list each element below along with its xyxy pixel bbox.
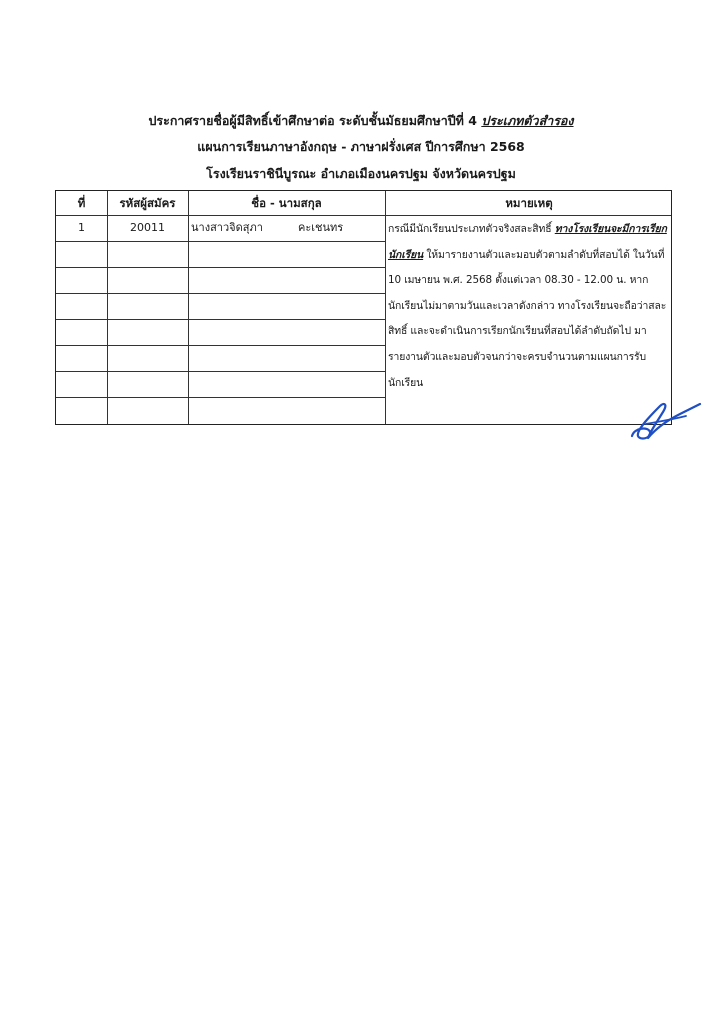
column-divider (188, 191, 189, 424)
row-divider (56, 397, 385, 398)
row-divider (56, 267, 385, 268)
column-header-code: รหัสผู้สมัคร (119, 196, 176, 210)
reserve-list-table (55, 190, 672, 425)
column-divider (385, 191, 386, 424)
column-header-name: ชื่อ - นามสกุล (251, 196, 322, 210)
school-subtitle: โรงเรียนราชินีบูรณะ อำเภอเมืองนครปฐม จังหวัดนครปฐม (206, 166, 516, 181)
cell-first-name: นางสาวจิดสุภา (191, 221, 263, 234)
remarks-part1: กรณีมีนักเรียนประเภทตัวจริงสละสิทธิ์ (388, 223, 555, 235)
cell-applicant-code: 20011 (130, 221, 165, 234)
row-divider (56, 345, 385, 346)
row-divider (56, 371, 385, 372)
row-divider (56, 241, 385, 242)
program-subtitle: แผนการเรียนภาษาอังกฤษ - ภาษาฝรั่งเศส ปีการศึกษา 2568 (197, 139, 525, 154)
cell-last-name: คะเชนทร (298, 221, 344, 234)
column-header-no: ที่ (77, 196, 86, 210)
column-header-remarks: หมายเหตุ (505, 196, 553, 210)
remarks-part2: ให้มารายงานตัวและมอบตัวตามลำดับที่สอบได้ ในวันที่ 10 เมษายน พ.ศ. 2568 ตั้งแต่เวลา 08.30 - 12.00 น. หากนักเรียนไม่มาตามวันและเวลาดังกล่าว ทางโรงเรียนจะถือว่าสละสิทธิ์ และจะดำเนินการเรียกนักเรียนที่สอบได้ลำดับถัดไป มารายงานตัวและมอบตัวจนกว่าจะครบจำนวนตามแผนการรับนักเรียน (388, 248, 667, 389)
announcement-title (0, 111, 722, 131)
row-divider (56, 319, 385, 320)
remarks-text (388, 217, 670, 396)
row-divider (56, 293, 385, 294)
signature-icon (628, 392, 704, 444)
remarks-emphasis: ทางโรงเรียนจะมีการเรียกนักเรียน (388, 223, 667, 261)
title-category: ประเภทตัวสำรอง (481, 113, 574, 128)
cell-row-number: 1 (78, 221, 85, 234)
title-prefix: ประกาศรายชื่อผู้มีสิทธิ์เข้าศึกษาต่อ ระดับชั้นมัธยมศึกษาปีที่ 4 (148, 113, 482, 128)
